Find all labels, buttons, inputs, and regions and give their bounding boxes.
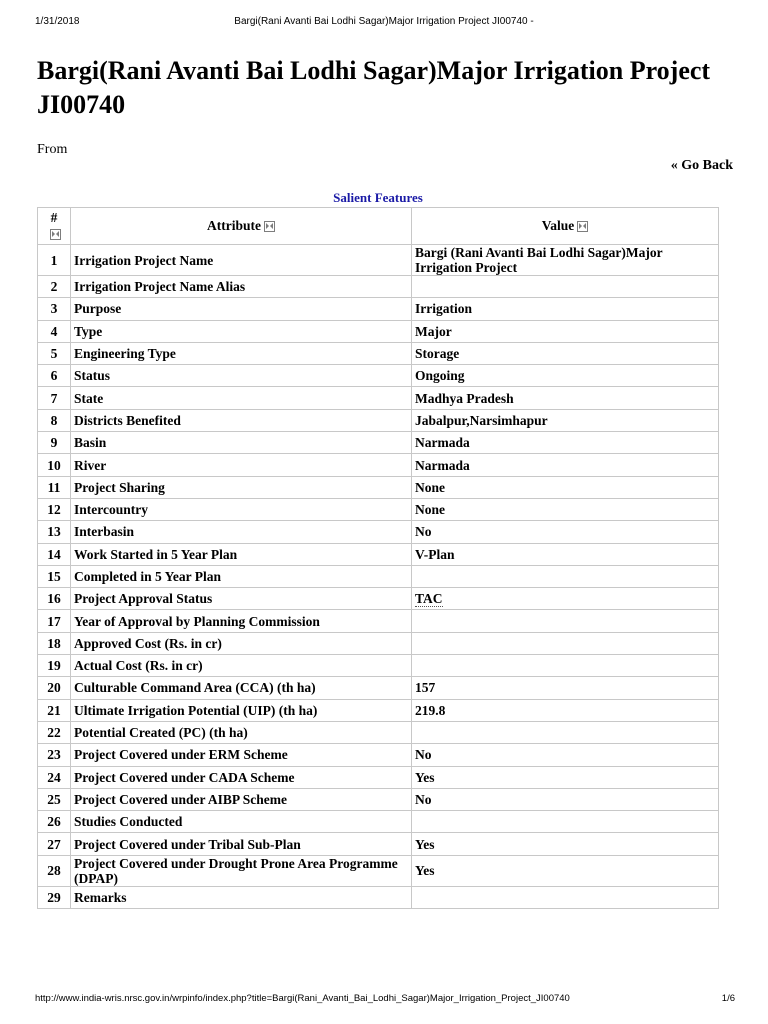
table-row <box>38 886 719 908</box>
row-num: 25 <box>38 788 71 810</box>
row-num: 19 <box>38 655 71 677</box>
row-value <box>412 276 719 298</box>
sort-icon[interactable] <box>50 229 61 240</box>
row-num: 27 <box>38 833 71 855</box>
row-value <box>412 721 719 743</box>
row-attribute: Remarks <box>71 886 412 908</box>
print-header <box>0 16 768 32</box>
table-row <box>38 655 719 677</box>
row-num: 26 <box>38 811 71 833</box>
table-row <box>38 245 719 276</box>
table-row <box>38 543 719 565</box>
table-row <box>38 833 719 855</box>
row-num: 11 <box>38 476 71 498</box>
row-num: 17 <box>38 610 71 632</box>
row-num: 21 <box>38 699 71 721</box>
print-footer <box>0 993 768 1007</box>
row-num: 2 <box>38 276 71 298</box>
sort-icon[interactable] <box>264 221 275 232</box>
row-attribute: Actual Cost (Rs. in cr) <box>71 655 412 677</box>
header-value-label: Value <box>541 218 575 233</box>
row-value: No <box>412 788 719 810</box>
table-row <box>38 476 719 498</box>
table-row <box>38 677 719 699</box>
row-value <box>412 610 719 632</box>
table-row <box>38 588 719 610</box>
go-back-link[interactable]: « Go Back <box>670 158 733 173</box>
page-title: Bargi(Rani Avanti Bai Lodhi Sagar)Major Irrigation Project JI00740 <box>37 56 711 119</box>
row-attribute: Irrigation Project Name <box>71 245 412 276</box>
row-value: Storage <box>412 342 719 364</box>
row-value: No <box>412 744 719 766</box>
table-row <box>38 744 719 766</box>
table-row <box>38 521 719 543</box>
table-row <box>38 298 719 320</box>
row-value: Narmada <box>412 454 719 476</box>
row-value: Irrigation <box>412 298 719 320</box>
row-attribute: Project Sharing <box>71 476 412 498</box>
row-attribute: Engineering Type <box>71 342 412 364</box>
table-row <box>38 811 719 833</box>
row-attribute: Intercountry <box>71 498 412 520</box>
row-num: 5 <box>38 342 71 364</box>
table-row <box>38 855 719 886</box>
row-value: V-Plan <box>412 543 719 565</box>
row-attribute: Work Started in 5 Year Plan <box>71 543 412 565</box>
header-attribute-label: Attribute <box>207 218 261 233</box>
table-row <box>38 342 719 364</box>
row-num: 18 <box>38 632 71 654</box>
row-num: 29 <box>38 886 71 908</box>
row-value: Narmada <box>412 432 719 454</box>
row-value <box>412 565 719 587</box>
row-num: 24 <box>38 766 71 788</box>
row-attribute: Districts Benefited <box>71 409 412 431</box>
table-body <box>38 245 719 909</box>
print-doc-title: Bargi(Rani Avanti Bai Lodhi Sagar)Major Irrigation Project JI00740 - <box>234 16 534 27</box>
table-row <box>38 387 719 409</box>
row-value <box>412 811 719 833</box>
print-date: 1/31/2018 <box>35 16 80 27</box>
table-row <box>38 721 719 743</box>
table-caption: Salient Features <box>333 190 423 205</box>
table-row <box>38 766 719 788</box>
table-row <box>38 409 719 431</box>
row-attribute: Project Covered under Drought Prone Area Programme (DPAP) <box>71 855 412 886</box>
table-row <box>38 565 719 587</box>
row-value <box>412 632 719 654</box>
row-attribute: Completed in 5 Year Plan <box>71 565 412 587</box>
row-num: 20 <box>38 677 71 699</box>
row-num: 3 <box>38 298 71 320</box>
row-num: 16 <box>38 588 71 610</box>
row-num: 28 <box>38 855 71 886</box>
row-attribute: State <box>71 387 412 409</box>
row-attribute: Basin <box>71 432 412 454</box>
row-attribute: Project Approval Status <box>71 588 412 610</box>
row-attribute: Project Covered under AIBP Scheme <box>71 788 412 810</box>
row-attribute: Irrigation Project Name Alias <box>71 276 412 298</box>
print-url: http://www.india-wris.nrsc.gov.in/wrpinfo/index.php?title=Bargi(Rani_Avanti_Bai_Lodhi_Sagar)Major_Irrigation_Project_JI00740 <box>35 993 570 1004</box>
row-num: 23 <box>38 744 71 766</box>
row-value: Yes <box>412 766 719 788</box>
row-attribute: Culturable Command Area (CCA) (th ha) <box>71 677 412 699</box>
header-num-label: # <box>50 210 58 225</box>
row-num: 22 <box>38 721 71 743</box>
row-value <box>412 588 719 610</box>
row-value: Jabalpur,Narsimhapur <box>412 409 719 431</box>
row-value: Yes <box>412 833 719 855</box>
row-num: 9 <box>38 432 71 454</box>
table-row <box>38 432 719 454</box>
row-value: None <box>412 476 719 498</box>
table-row <box>38 699 719 721</box>
header-attribute[interactable] <box>71 208 412 245</box>
row-attribute: Interbasin <box>71 521 412 543</box>
row-attribute: Status <box>71 365 412 387</box>
row-value: No <box>412 521 719 543</box>
row-attribute: Approved Cost (Rs. in cr) <box>71 632 412 654</box>
row-num: 14 <box>38 543 71 565</box>
row-num: 1 <box>38 245 71 276</box>
table-row <box>38 632 719 654</box>
row-attribute: Type <box>71 320 412 342</box>
table-row <box>38 365 719 387</box>
print-page-number: 1/6 <box>721 993 735 1004</box>
table-row <box>38 610 719 632</box>
row-value: 219.8 <box>412 699 719 721</box>
from-label: From <box>37 142 68 157</box>
header-num[interactable] <box>38 208 71 245</box>
tac-abbr[interactable]: TAC <box>415 591 443 607</box>
header-value[interactable] <box>412 208 719 245</box>
row-value: Major <box>412 320 719 342</box>
row-attribute: Studies Conducted <box>71 811 412 833</box>
row-num: 13 <box>38 521 71 543</box>
row-num: 7 <box>38 387 71 409</box>
table-header-row <box>38 208 719 245</box>
row-attribute: River <box>71 454 412 476</box>
salient-features-table <box>37 207 719 909</box>
row-num: 6 <box>38 365 71 387</box>
table-row <box>38 454 719 476</box>
table-row <box>38 276 719 298</box>
row-value: 157 <box>412 677 719 699</box>
row-attribute: Potential Created (PC) (th ha) <box>71 721 412 743</box>
table-row <box>38 320 719 342</box>
row-value: Yes <box>412 855 719 886</box>
row-attribute: Project Covered under Tribal Sub-Plan <box>71 833 412 855</box>
row-value: Ongoing <box>412 365 719 387</box>
row-num: 10 <box>38 454 71 476</box>
table-row <box>38 788 719 810</box>
row-attribute: Purpose <box>71 298 412 320</box>
row-num: 12 <box>38 498 71 520</box>
row-num: 8 <box>38 409 71 431</box>
row-value: Bargi (Rani Avanti Bai Lodhi Sagar)Major Irrigation Project <box>412 245 719 276</box>
table-row <box>38 498 719 520</box>
row-num: 15 <box>38 565 71 587</box>
row-value <box>412 655 719 677</box>
row-attribute: Ultimate Irrigation Potential (UIP) (th ha) <box>71 699 412 721</box>
row-value <box>412 886 719 908</box>
row-num: 4 <box>38 320 71 342</box>
sort-icon[interactable] <box>577 221 588 232</box>
row-value: Madhya Pradesh <box>412 387 719 409</box>
row-value: None <box>412 498 719 520</box>
row-attribute: Project Covered under CADA Scheme <box>71 766 412 788</box>
row-attribute: Year of Approval by Planning Commission <box>71 610 412 632</box>
row-attribute: Project Covered under ERM Scheme <box>71 744 412 766</box>
